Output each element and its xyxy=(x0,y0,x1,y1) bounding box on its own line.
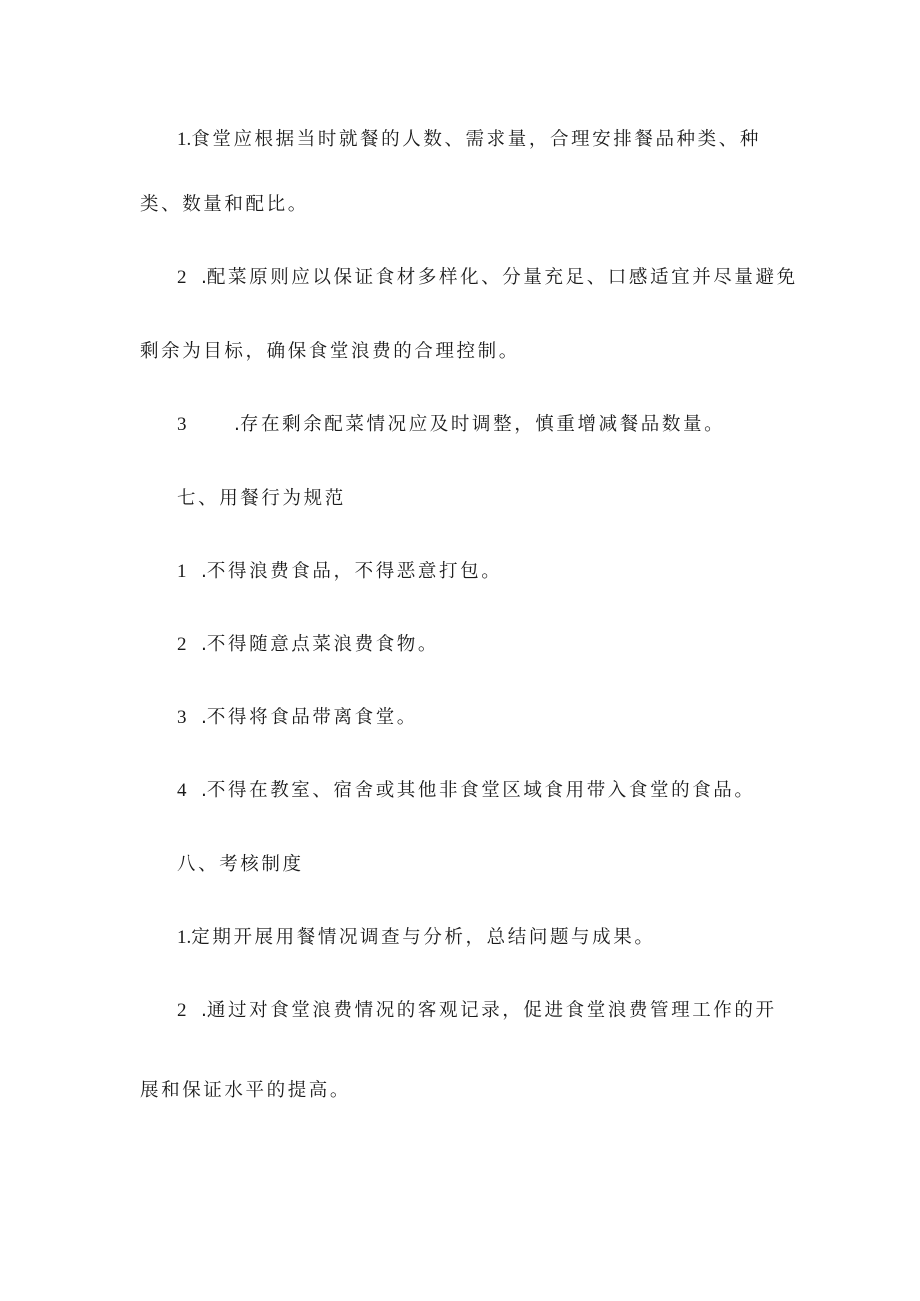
paragraph-text: 剩余为目标，确保食堂浪费的合理控制。 xyxy=(140,341,520,362)
paragraph-line xyxy=(177,413,837,437)
item-number: 1. xyxy=(177,129,192,150)
paragraph-line xyxy=(177,266,837,290)
paragraph-text: 定期开展用餐情况调查与分析，总结问题与成果。 xyxy=(191,927,656,948)
section-heading xyxy=(177,487,837,511)
paragraph-text: 配菜原则应以保证食材多样化、分量充足、口感适宜并尽量避免 xyxy=(206,267,798,288)
paragraph-line xyxy=(177,633,837,657)
paragraph-text: 展和保证水平的提高。 xyxy=(140,1080,352,1101)
paragraph-text: 不得将食品带离食堂。 xyxy=(206,707,418,728)
item-number: 3 xyxy=(177,414,187,435)
paragraph-text: 不得在教室、宿舍或其他非食堂区域食用带入食堂的食品。 xyxy=(206,780,756,801)
heading-text: 七、用餐行为规范 xyxy=(177,488,346,509)
item-separator: . xyxy=(201,780,207,801)
item-separator: . xyxy=(201,1000,207,1021)
item-separator: . xyxy=(201,267,207,288)
paragraph-text: 不得浪费食品，不得恶意打包。 xyxy=(206,561,503,582)
heading-text: 八、考核制度 xyxy=(177,854,304,875)
section-heading xyxy=(177,853,837,877)
paragraph-line xyxy=(177,560,837,584)
item-number: 3 xyxy=(177,707,187,728)
item-separator: . xyxy=(201,561,207,582)
paragraph-text: 存在剩余配菜情况应及时调整，慎重增减餐品数量。 xyxy=(239,414,726,435)
item-separator: . xyxy=(201,707,207,728)
paragraph-line xyxy=(140,1079,800,1103)
paragraph-line xyxy=(177,128,837,152)
item-number: 2 xyxy=(177,267,187,288)
item-number: 1. xyxy=(177,927,192,948)
item-number: 4 xyxy=(177,780,187,801)
item-number: 2 xyxy=(177,1000,187,1021)
paragraph-line xyxy=(177,999,837,1023)
item-number: 2 xyxy=(177,634,187,655)
paragraph-text: 类、数量和配比。 xyxy=(140,194,309,215)
paragraph-line xyxy=(177,779,837,803)
paragraph-line xyxy=(177,926,837,950)
paragraph-text: 不得随意点菜浪费食物。 xyxy=(206,634,439,655)
item-separator: . xyxy=(201,634,207,655)
item-separator: . xyxy=(234,414,240,435)
paragraph-line xyxy=(140,193,800,217)
paragraph-line xyxy=(177,706,837,730)
paragraph-text: 食堂应根据当时就餐的人数、需求量，合理安排餐品种类、种 xyxy=(191,129,761,150)
item-number: 1 xyxy=(177,561,187,582)
paragraph-line xyxy=(140,340,800,364)
paragraph-text: 通过对食堂浪费情况的客观记录，促进食堂浪费管理工作的开 xyxy=(206,1000,777,1021)
